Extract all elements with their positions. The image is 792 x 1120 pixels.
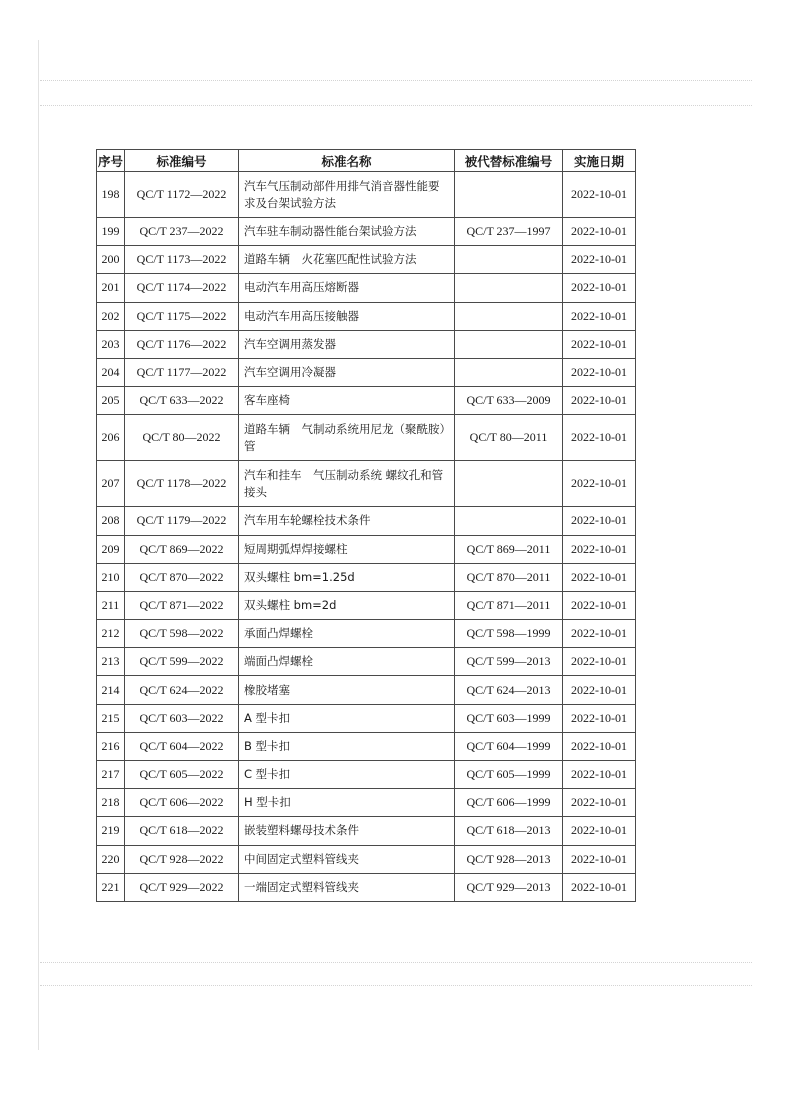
cell-code: QC/T 929—2022 xyxy=(125,873,239,901)
cell-date: 2022-10-01 xyxy=(563,246,636,274)
table-row xyxy=(97,845,636,873)
table-row xyxy=(97,761,636,789)
table-row xyxy=(97,704,636,732)
cell-name: 汽车用车轮螺栓技术条件 xyxy=(239,507,455,535)
cell-name: 汽车驻车制动器性能台架试验方法 xyxy=(239,218,455,246)
cell-seq: 202 xyxy=(97,302,125,330)
cell-replaced xyxy=(455,507,563,535)
cell-replaced: QC/T 928—2013 xyxy=(455,845,563,873)
cell-date: 2022-10-01 xyxy=(563,387,636,415)
cell-code: QC/T 871—2022 xyxy=(125,591,239,619)
table-row xyxy=(97,415,636,461)
cell-code: QC/T 1172—2022 xyxy=(125,172,239,218)
cell-date: 2022-10-01 xyxy=(563,302,636,330)
cell-name: 汽车和挂车 气压制动系统 螺纹孔和管接头 xyxy=(239,461,455,507)
table-row xyxy=(97,387,636,415)
cell-name: 电动汽车用高压熔断器 xyxy=(239,274,455,302)
cell-date: 2022-10-01 xyxy=(563,789,636,817)
cell-replaced: QC/T 605—1999 xyxy=(455,761,563,789)
cell-seq: 209 xyxy=(97,535,125,563)
cell-date: 2022-10-01 xyxy=(563,648,636,676)
cell-name: B 型卡扣 xyxy=(239,732,455,760)
cell-name: H 型卡扣 xyxy=(239,789,455,817)
table-row xyxy=(97,648,636,676)
scan-dotted-line xyxy=(40,105,752,106)
cell-date: 2022-10-01 xyxy=(563,620,636,648)
cell-name: 道路车辆 火花塞匹配性试验方法 xyxy=(239,246,455,274)
cell-code: QC/T 1174—2022 xyxy=(125,274,239,302)
cell-seq: 199 xyxy=(97,218,125,246)
cell-code: QC/T 598—2022 xyxy=(125,620,239,648)
cell-seq: 219 xyxy=(97,817,125,845)
cell-name: 一端固定式塑料管线夹 xyxy=(239,873,455,901)
cell-code: QC/T 80—2022 xyxy=(125,415,239,461)
cell-replaced: QC/T 603—1999 xyxy=(455,704,563,732)
table-row xyxy=(97,218,636,246)
cell-date: 2022-10-01 xyxy=(563,817,636,845)
scan-dotted-line xyxy=(40,962,752,963)
cell-name: C 型卡扣 xyxy=(239,761,455,789)
cell-code: QC/T 599—2022 xyxy=(125,648,239,676)
table-row xyxy=(97,172,636,218)
cell-code: QC/T 869—2022 xyxy=(125,535,239,563)
cell-replaced: QC/T 869—2011 xyxy=(455,535,563,563)
table-row xyxy=(97,563,636,591)
cell-replaced: QC/T 599—2013 xyxy=(455,648,563,676)
table-row xyxy=(97,873,636,901)
table-row xyxy=(97,817,636,845)
table-row xyxy=(97,358,636,386)
cell-name: 双头螺柱 bm=2d xyxy=(239,591,455,619)
cell-code: QC/T 605—2022 xyxy=(125,761,239,789)
cell-date: 2022-10-01 xyxy=(563,172,636,218)
cell-code: QC/T 633—2022 xyxy=(125,387,239,415)
table-row xyxy=(97,535,636,563)
cell-code: QC/T 606—2022 xyxy=(125,789,239,817)
header-code: 标准编号 xyxy=(125,150,239,172)
cell-name: 汽车空调用冷凝器 xyxy=(239,358,455,386)
cell-seq: 215 xyxy=(97,704,125,732)
cell-code: QC/T 618—2022 xyxy=(125,817,239,845)
cell-code: QC/T 603—2022 xyxy=(125,704,239,732)
table-row xyxy=(97,732,636,760)
cell-date: 2022-10-01 xyxy=(563,704,636,732)
table-row xyxy=(97,507,636,535)
cell-code: QC/T 1178—2022 xyxy=(125,461,239,507)
cell-seq: 214 xyxy=(97,676,125,704)
cell-date: 2022-10-01 xyxy=(563,461,636,507)
cell-replaced: QC/T 633—2009 xyxy=(455,387,563,415)
cell-seq: 216 xyxy=(97,732,125,760)
header-replaced: 被代替标准编号 xyxy=(455,150,563,172)
cell-code: QC/T 624—2022 xyxy=(125,676,239,704)
cell-replaced: QC/T 598—1999 xyxy=(455,620,563,648)
cell-date: 2022-10-01 xyxy=(563,415,636,461)
cell-replaced: QC/T 624—2013 xyxy=(455,676,563,704)
table-row xyxy=(97,302,636,330)
header-name: 标准名称 xyxy=(239,150,455,172)
table-header-row xyxy=(97,150,636,172)
cell-name: 道路车辆 气制动系统用尼龙（聚酰胺）管 xyxy=(239,415,455,461)
table-row xyxy=(97,789,636,817)
cell-date: 2022-10-01 xyxy=(563,761,636,789)
cell-name: 端面凸焊螺栓 xyxy=(239,648,455,676)
cell-replaced: QC/T 929—2013 xyxy=(455,873,563,901)
cell-replaced xyxy=(455,172,563,218)
cell-date: 2022-10-01 xyxy=(563,732,636,760)
cell-seq: 206 xyxy=(97,415,125,461)
cell-name: 嵌装塑料螺母技术条件 xyxy=(239,817,455,845)
table-row xyxy=(97,620,636,648)
standards-table xyxy=(96,149,636,902)
cell-code: QC/T 928—2022 xyxy=(125,845,239,873)
cell-replaced: QC/T 80—2011 xyxy=(455,415,563,461)
cell-date: 2022-10-01 xyxy=(563,535,636,563)
cell-date: 2022-10-01 xyxy=(563,218,636,246)
cell-code: QC/T 1177—2022 xyxy=(125,358,239,386)
cell-replaced: QC/T 604—1999 xyxy=(455,732,563,760)
header-seq: 序号 xyxy=(97,150,125,172)
table-row xyxy=(97,330,636,358)
cell-code: QC/T 604—2022 xyxy=(125,732,239,760)
cell-name: 电动汽车用高压接触器 xyxy=(239,302,455,330)
cell-code: QC/T 870—2022 xyxy=(125,563,239,591)
cell-seq: 212 xyxy=(97,620,125,648)
cell-seq: 203 xyxy=(97,330,125,358)
cell-code: QC/T 1179—2022 xyxy=(125,507,239,535)
scan-dotted-line xyxy=(40,985,752,986)
cell-code: QC/T 1175—2022 xyxy=(125,302,239,330)
cell-replaced xyxy=(455,274,563,302)
cell-name: 短周期弧焊焊接螺柱 xyxy=(239,535,455,563)
cell-replaced: QC/T 237—1997 xyxy=(455,218,563,246)
cell-name: 汽车气压制动部件用排气消音器性能要求及台架试验方法 xyxy=(239,172,455,218)
cell-seq: 204 xyxy=(97,358,125,386)
cell-replaced xyxy=(455,302,563,330)
scan-dotted-line xyxy=(40,80,752,81)
cell-seq: 198 xyxy=(97,172,125,218)
table-row xyxy=(97,274,636,302)
cell-code: QC/T 1176—2022 xyxy=(125,330,239,358)
cell-date: 2022-10-01 xyxy=(563,274,636,302)
cell-date: 2022-10-01 xyxy=(563,563,636,591)
cell-date: 2022-10-01 xyxy=(563,873,636,901)
cell-replaced xyxy=(455,461,563,507)
cell-seq: 213 xyxy=(97,648,125,676)
cell-seq: 200 xyxy=(97,246,125,274)
cell-replaced: QC/T 870—2011 xyxy=(455,563,563,591)
cell-name: 客车座椅 xyxy=(239,387,455,415)
cell-date: 2022-10-01 xyxy=(563,845,636,873)
cell-replaced: QC/T 871—2011 xyxy=(455,591,563,619)
cell-seq: 218 xyxy=(97,789,125,817)
cell-replaced xyxy=(455,246,563,274)
cell-seq: 211 xyxy=(97,591,125,619)
cell-replaced xyxy=(455,330,563,358)
cell-name: 橡胶堵塞 xyxy=(239,676,455,704)
cell-seq: 207 xyxy=(97,461,125,507)
table-row xyxy=(97,591,636,619)
cell-seq: 220 xyxy=(97,845,125,873)
cell-seq: 217 xyxy=(97,761,125,789)
table-row xyxy=(97,246,636,274)
cell-date: 2022-10-01 xyxy=(563,591,636,619)
cell-seq: 208 xyxy=(97,507,125,535)
cell-seq: 210 xyxy=(97,563,125,591)
cell-name: A 型卡扣 xyxy=(239,704,455,732)
cell-seq: 201 xyxy=(97,274,125,302)
cell-date: 2022-10-01 xyxy=(563,676,636,704)
cell-name: 中间固定式塑料管线夹 xyxy=(239,845,455,873)
cell-date: 2022-10-01 xyxy=(563,358,636,386)
cell-seq: 221 xyxy=(97,873,125,901)
cell-name: 双头螺柱 bm=1.25d xyxy=(239,563,455,591)
cell-seq: 205 xyxy=(97,387,125,415)
cell-code: QC/T 1173—2022 xyxy=(125,246,239,274)
cell-date: 2022-10-01 xyxy=(563,507,636,535)
cell-name: 汽车空调用蒸发器 xyxy=(239,330,455,358)
table-row xyxy=(97,676,636,704)
table-row xyxy=(97,461,636,507)
cell-replaced xyxy=(455,358,563,386)
scan-left-edge xyxy=(38,40,39,1050)
cell-code: QC/T 237—2022 xyxy=(125,218,239,246)
cell-replaced: QC/T 606—1999 xyxy=(455,789,563,817)
header-date: 实施日期 xyxy=(563,150,636,172)
cell-replaced: QC/T 618—2013 xyxy=(455,817,563,845)
cell-name: 承面凸焊螺栓 xyxy=(239,620,455,648)
cell-date: 2022-10-01 xyxy=(563,330,636,358)
